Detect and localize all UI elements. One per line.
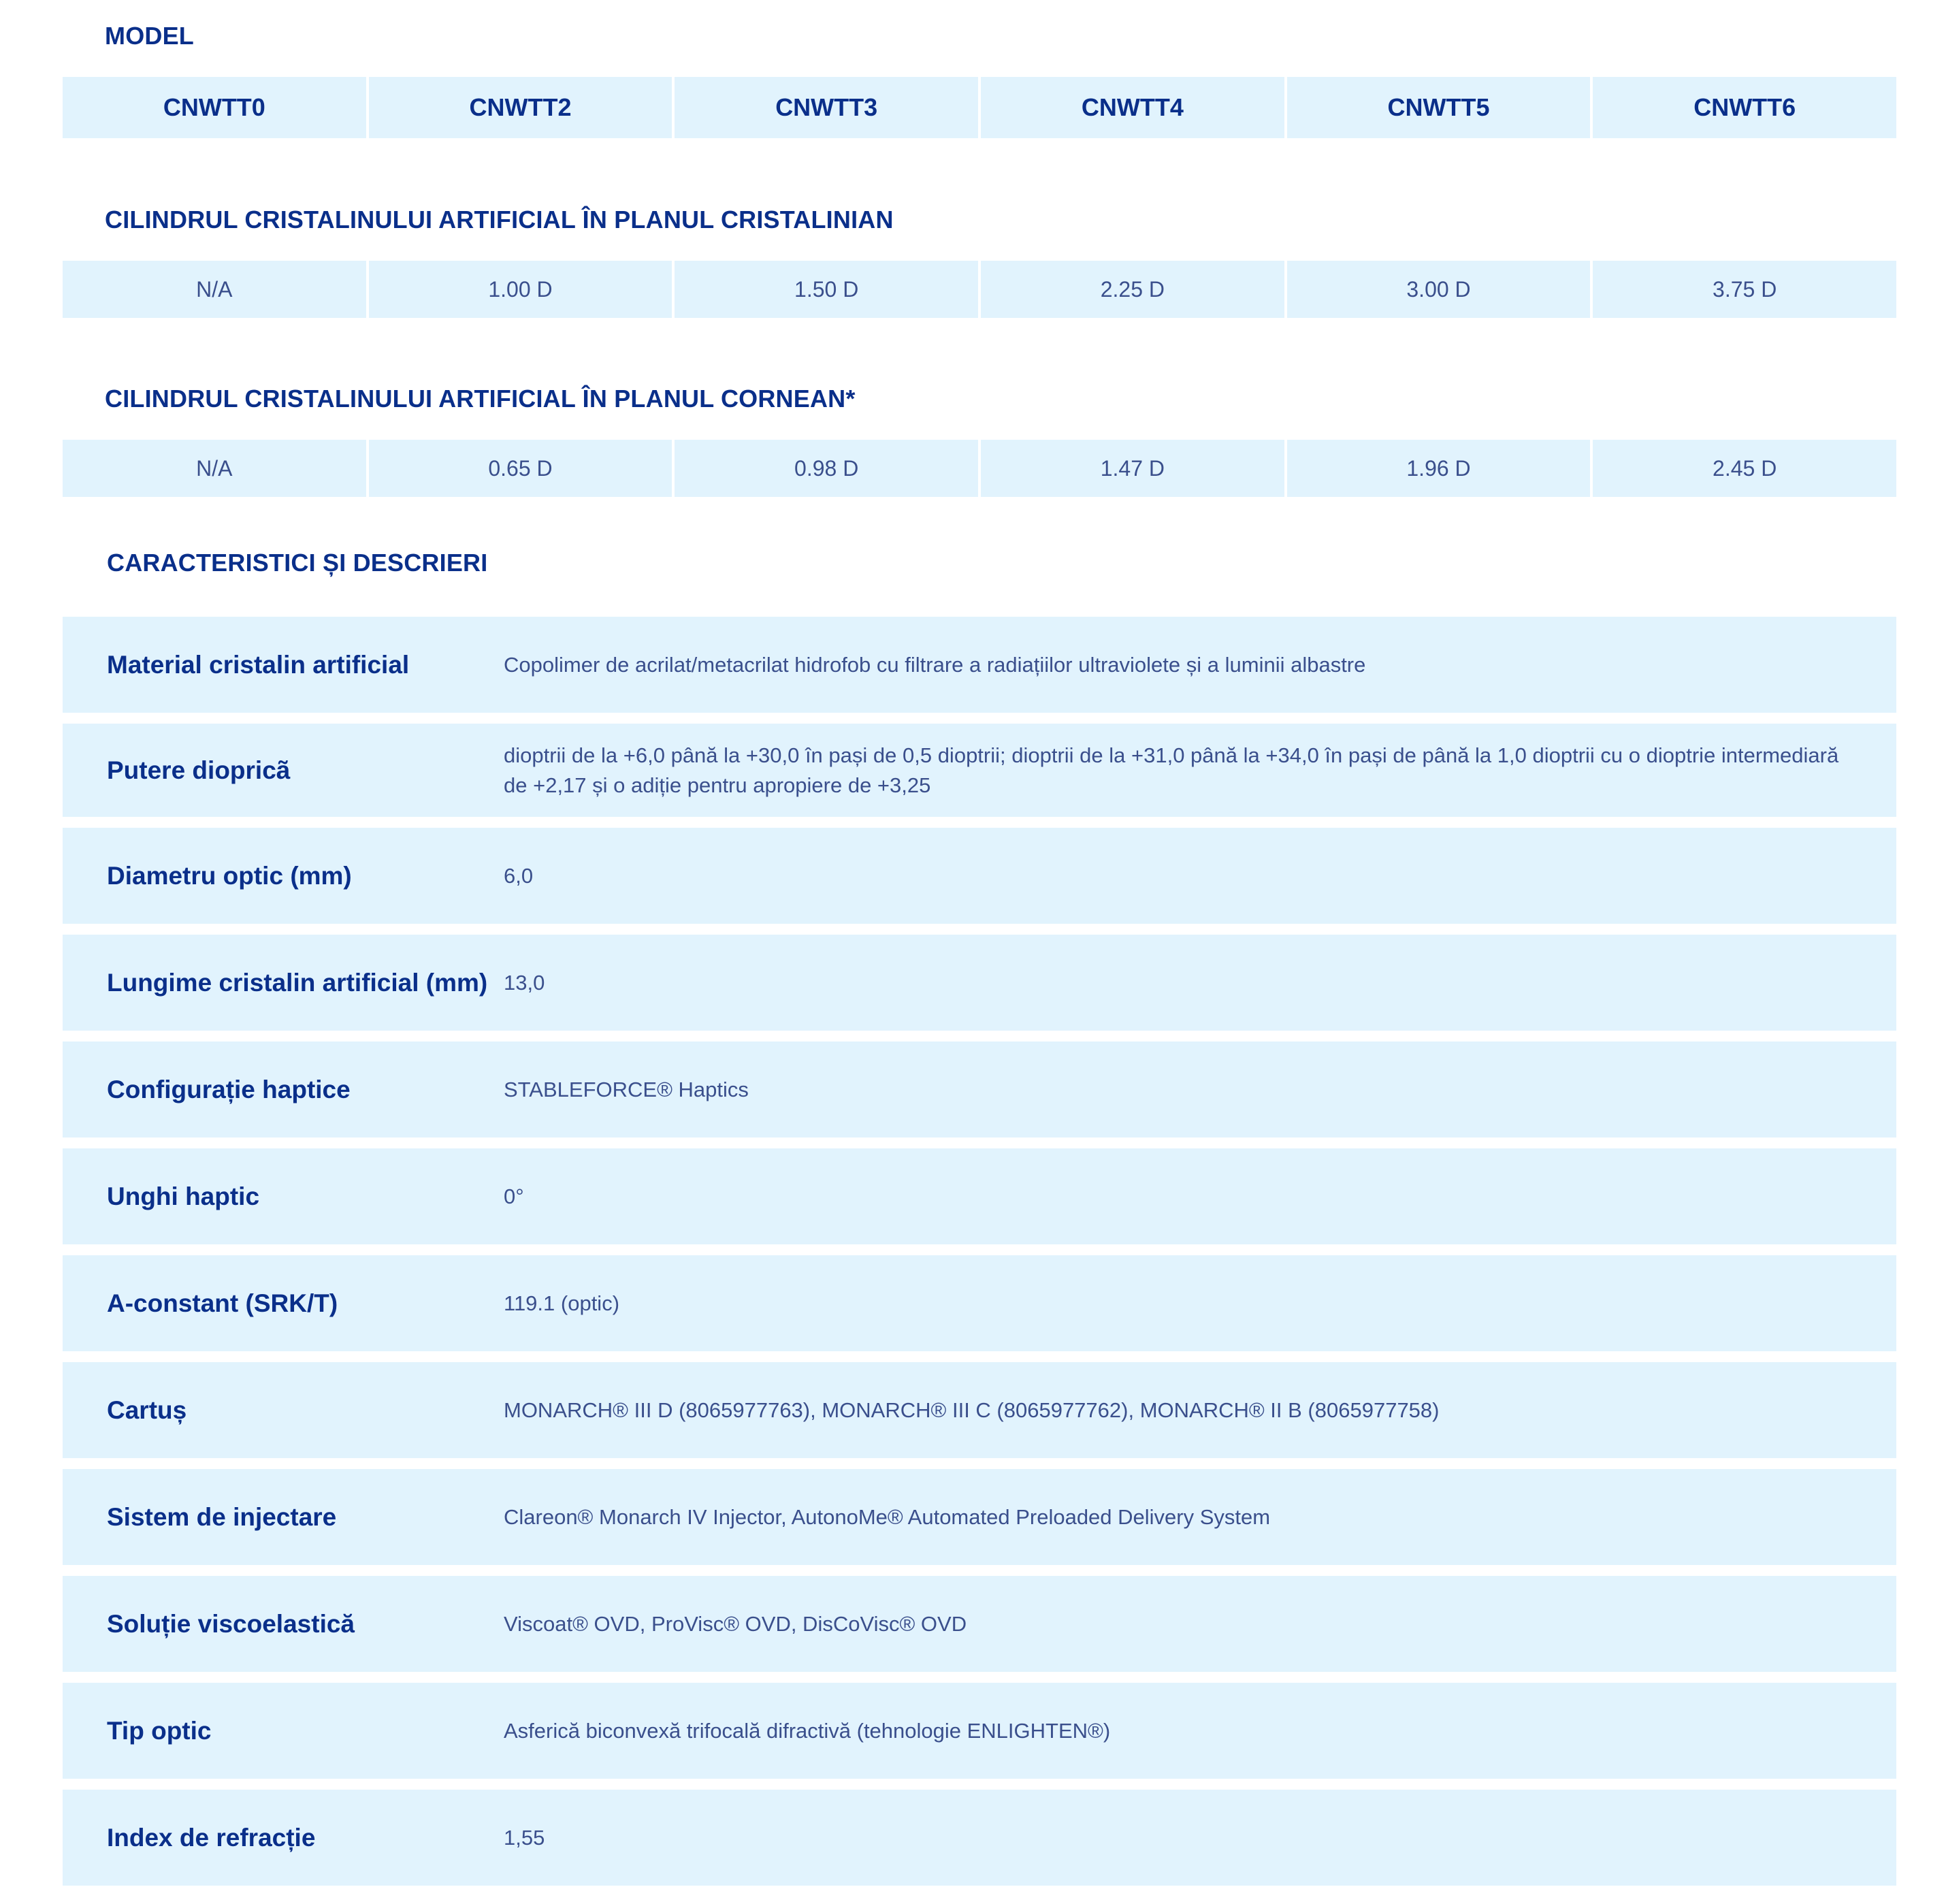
- cyl-corneal-row: [63, 440, 1896, 497]
- model-cell: CNWTT5: [1287, 77, 1591, 138]
- spec-row-optic-type: [63, 1683, 1896, 1779]
- spec-label: Sistem de injectare: [107, 1502, 337, 1531]
- spec-row-optic-diameter: [63, 828, 1896, 924]
- spec-row-viscoelastic: [63, 1576, 1896, 1672]
- spec-value: Clareon® Monarch IV Injector, AutonoMe® Automated Preloaded Delivery System: [504, 1504, 1271, 1529]
- cyl-iol-title: CILINDRUL CRISTALINULUI ARTIFICIAL ÎN PLANUL CRISTALINIAN: [105, 206, 894, 233]
- spec-row-refraction-index: [63, 1790, 1896, 1886]
- model-cell: CNWTT0: [63, 77, 366, 138]
- spec-value: Asferică biconvexă trifocală difractivă (tehnologie ENLIGHTEN®): [504, 1718, 1111, 1743]
- model-cell: CNWTT2: [369, 77, 672, 138]
- cyl-iol-row: [63, 261, 1896, 318]
- model-cell: CNWTT4: [981, 77, 1284, 138]
- spec-value: Viscoat® OVD, ProVisc® OVD, DisCoVisc® OVD: [504, 1611, 967, 1636]
- model-header-row: [63, 77, 1896, 138]
- model-cell: CNWTT3: [675, 77, 978, 138]
- spec-value: STABLEFORCE® Haptics: [504, 1077, 749, 1101]
- cyl-iol-cell: 2.25 D: [981, 261, 1284, 318]
- spec-label: Configurație haptice: [107, 1075, 351, 1103]
- spec-value: dioptrii de la +6,0 până la +30,0 în pași de 0,5 dioptrii; dioptrii de la +31,0 până la +34,0 în pași de până la 1,0 dioptrii cu o dioptrie intermediară de +2,17 și o adiție pentru apropiere de +3,25: [504, 743, 1839, 797]
- spec-label: Putere diopricã: [107, 756, 291, 784]
- spec-label: Index de refracție: [107, 1823, 316, 1852]
- spec-row-power: [63, 724, 1896, 817]
- cyl-iol-cell: 1.00 D: [369, 261, 672, 318]
- cyl-corneal-cell: 0.65 D: [369, 440, 672, 497]
- spec-label: Unghi haptic: [107, 1182, 260, 1210]
- cyl-corneal-cell: N/A: [63, 440, 366, 497]
- spec-label: Cartuș: [107, 1395, 187, 1424]
- spec-value: Copolimer de acrilat/metacrilat hidrofob cu filtrare a radiațiilor ultraviolete și a luminii albastre: [504, 652, 1366, 677]
- specs-table: [63, 617, 1896, 1897]
- cyl-corneal-cell: 0.98 D: [675, 440, 978, 497]
- specs-title: CARACTERISTICI ȘI DESCRIERI: [107, 549, 488, 577]
- spec-row-material: [63, 617, 1896, 713]
- spec-label: Diametru optic (mm): [107, 861, 352, 890]
- spec-value: 6,0: [504, 863, 534, 888]
- spec-value: 0°: [504, 1184, 524, 1208]
- spec-row-haptic-angle: [63, 1148, 1896, 1244]
- spec-value: 1,55: [504, 1825, 545, 1850]
- spec-value: MONARCH® III D (8065977763), MONARCH® III C (8065977762), MONARCH® II B (8065977758): [504, 1398, 1440, 1422]
- cyl-corneal-cell: 1.47 D: [981, 440, 1284, 497]
- cyl-corneal-title: CILINDRUL CRISTALINULUI ARTIFICIAL ÎN PLANUL CORNEAN*: [105, 385, 856, 413]
- spec-label: Tip optic: [107, 1716, 212, 1745]
- cyl-iol-cell: 1.50 D: [675, 261, 978, 318]
- spec-row-length: [63, 935, 1896, 1031]
- cyl-corneal-cell: 2.45 D: [1593, 440, 1896, 497]
- spec-value: 119.1 (optic): [504, 1291, 620, 1315]
- spec-label: Material cristalin artificial: [107, 650, 410, 679]
- spec-label: Lungime cristalin artificial (mm): [107, 968, 488, 997]
- spec-row-cartridge: [63, 1362, 1896, 1458]
- spec-row-a-constant: [63, 1255, 1896, 1351]
- cyl-iol-cell: N/A: [63, 261, 366, 318]
- spec-label: Soluție viscoelastică: [107, 1609, 355, 1638]
- spec-row-haptics: [63, 1042, 1896, 1137]
- model-title: MODEL: [105, 22, 194, 50]
- spec-label: A-constant (SRK/T): [107, 1289, 338, 1317]
- spec-row-injector: [63, 1469, 1896, 1565]
- cyl-corneal-cell: 1.96 D: [1287, 440, 1591, 497]
- model-cell: CNWTT6: [1593, 77, 1896, 138]
- spec-value: 13,0: [504, 970, 545, 995]
- cyl-iol-cell: 3.75 D: [1593, 261, 1896, 318]
- cyl-iol-cell: 3.00 D: [1287, 261, 1591, 318]
